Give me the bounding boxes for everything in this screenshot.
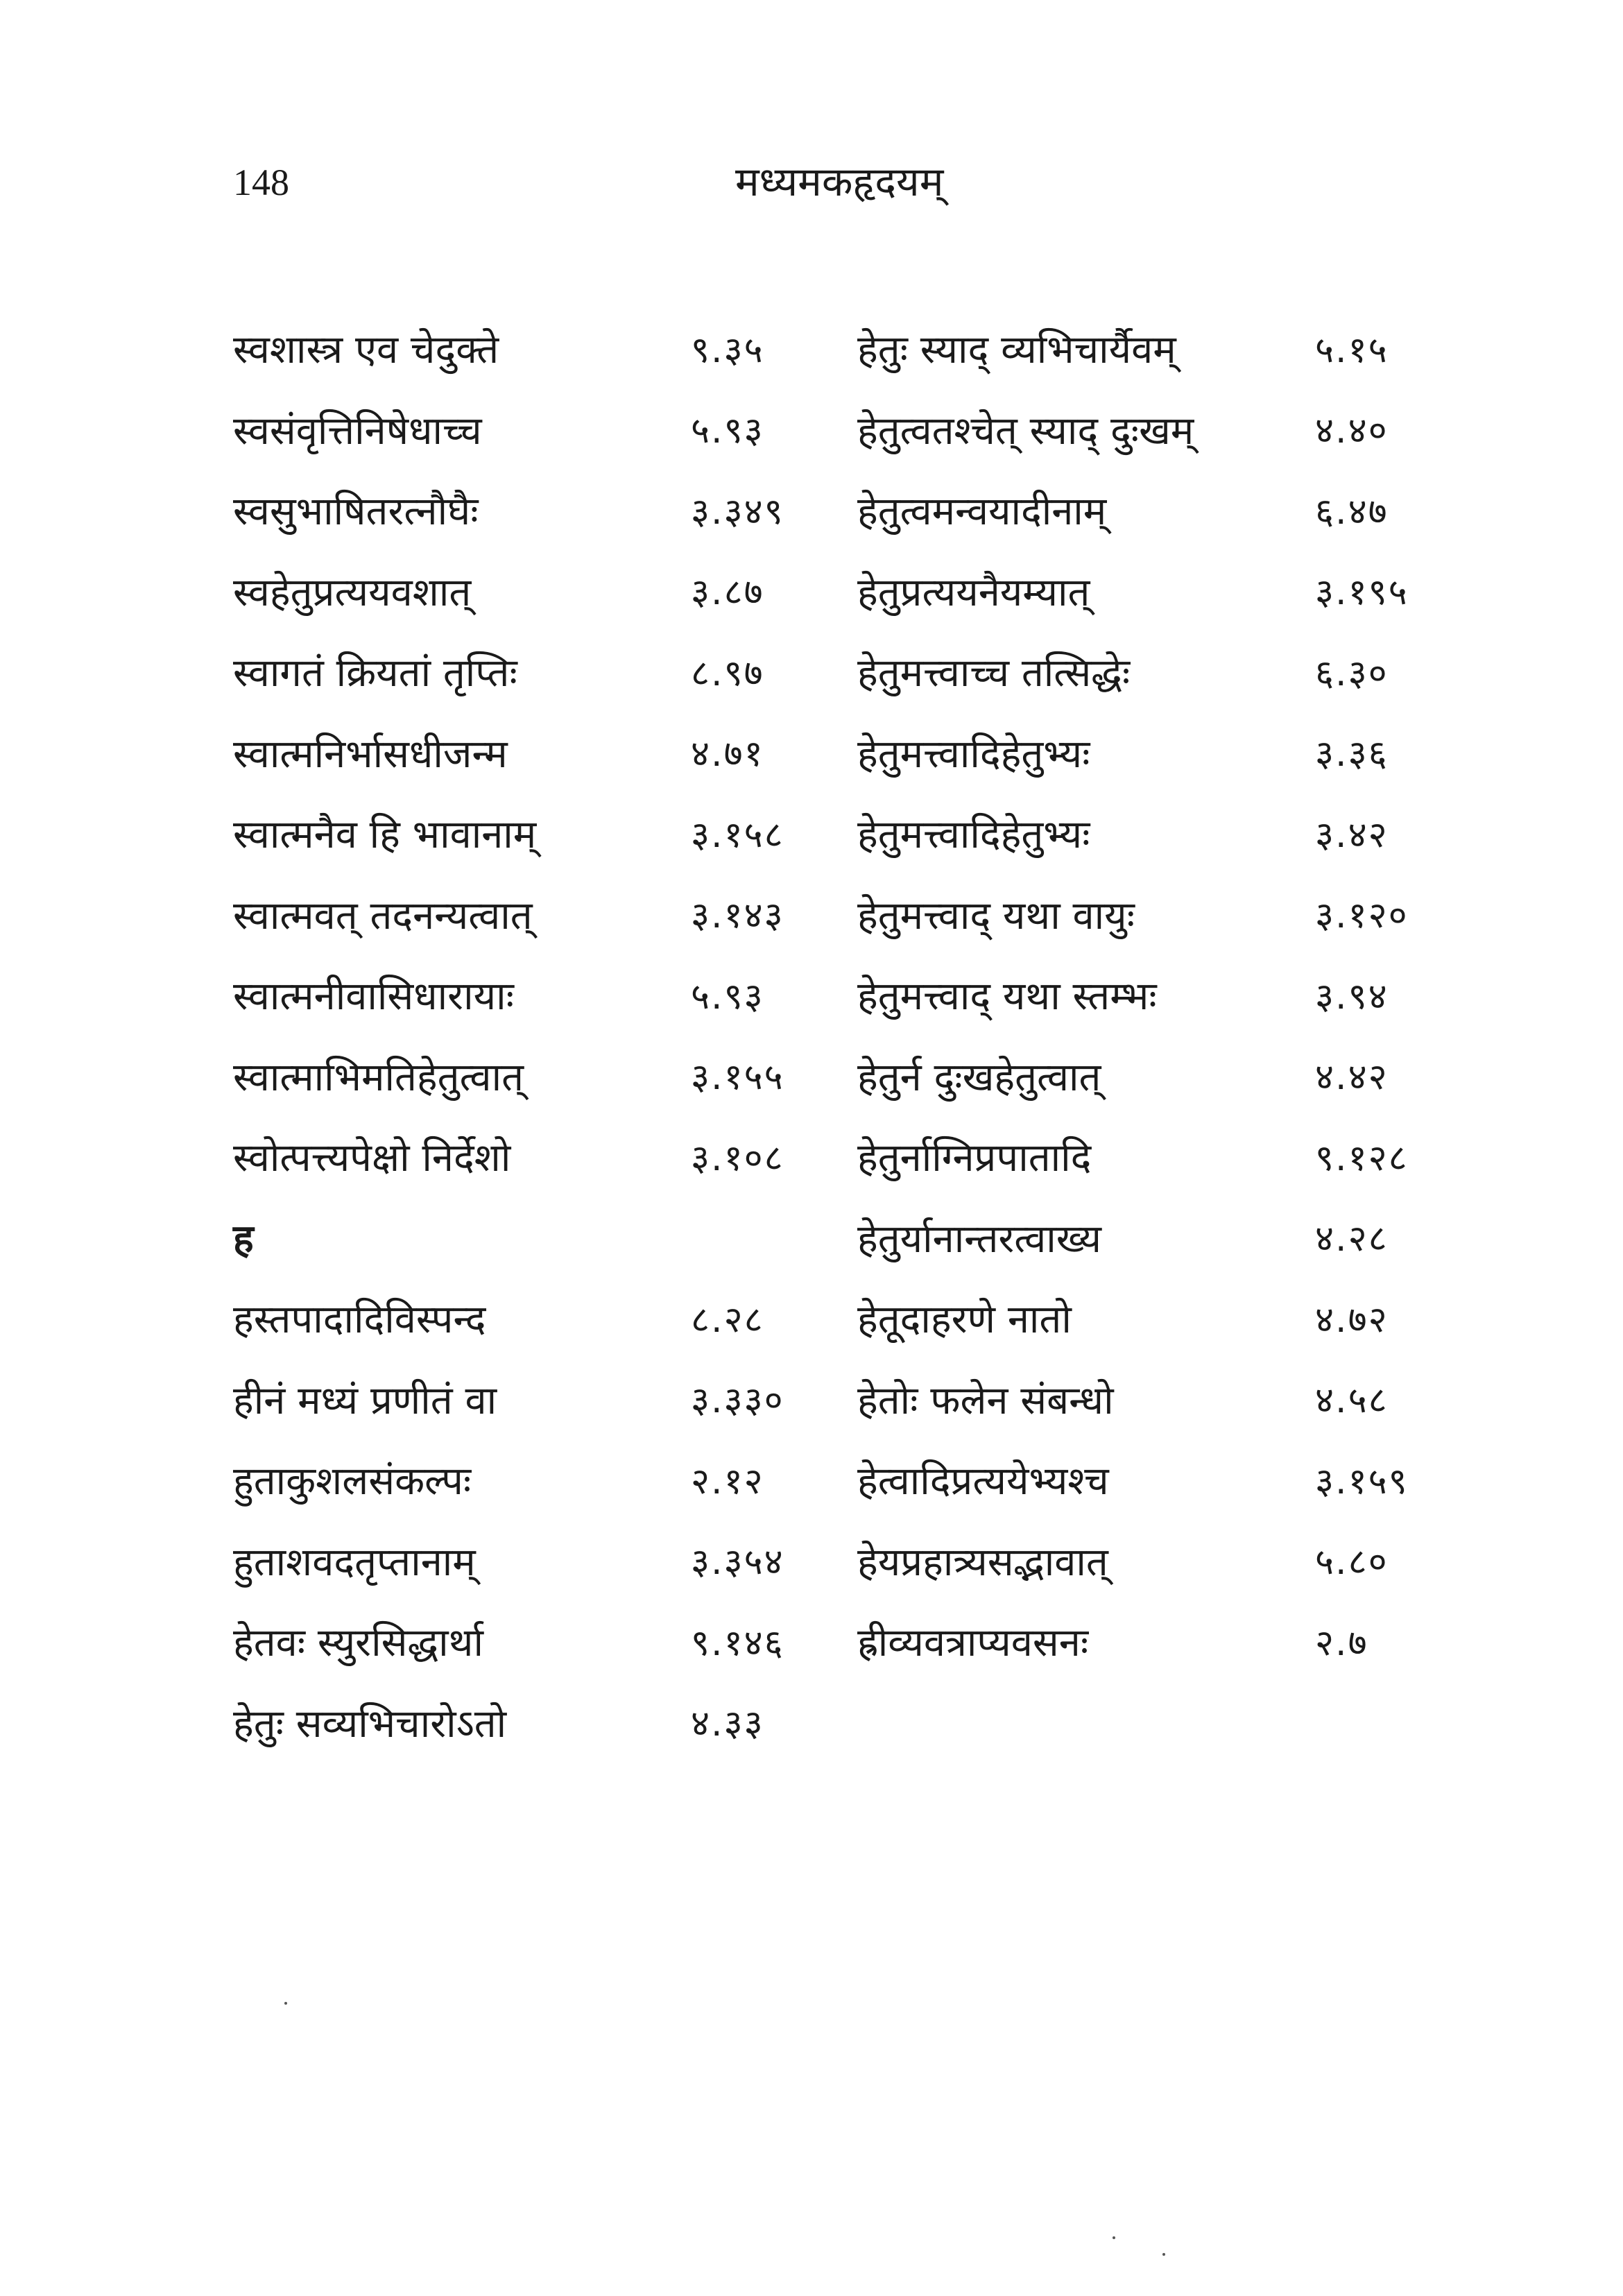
entry-term: स्वोत्पत्त्यपेक्षो निर्देशो	[233, 1136, 511, 1181]
index-entry	[857, 389, 1551, 470]
entry-term: हेतुमत्त्वादिहेतुभ्यः	[857, 812, 1090, 858]
index-entry	[233, 1359, 927, 1440]
index-entry	[857, 1197, 1551, 1278]
index-entry	[857, 1359, 1551, 1440]
index-entry	[233, 551, 927, 632]
index-entry	[233, 1682, 927, 1763]
entry-reference: ३.४२	[1315, 814, 1389, 856]
entry-term: हेतुर्नाग्निप्रपातादि	[857, 1136, 1092, 1181]
index-entry	[233, 389, 927, 470]
index-entry	[857, 1439, 1551, 1520]
entry-reference: ३.१५८	[691, 814, 784, 856]
index-entry	[857, 1601, 1551, 1682]
entry-reference: ३.३३०	[691, 1380, 784, 1422]
entry-term: हेतुप्रत्ययनैयम्यात्	[857, 569, 1090, 615]
entry-term: हेतुत्वतश्चेत् स्याद् दुःखम्	[857, 408, 1194, 454]
entry-reference: ३.९४	[1315, 975, 1389, 1018]
index-entry	[233, 1278, 927, 1359]
entry-term: स्वात्मनीवासिधारायाः	[233, 974, 514, 1020]
index-entry	[233, 712, 927, 794]
entry-term: स्वागतं क्रियतां तृप्तिः	[233, 651, 517, 696]
index-entry	[233, 874, 927, 955]
index-entry	[857, 1036, 1551, 1117]
entry-reference: २.१२	[691, 1460, 764, 1502]
entry-term: हेतुर्यानान्तरत्वाख्य	[857, 1216, 1102, 1262]
entry-term: स्वात्मनिर्भासधीजन्म	[233, 731, 508, 777]
entry-reference: ३.८७	[691, 572, 764, 614]
index-entry	[857, 712, 1551, 794]
index-entry	[233, 1601, 927, 1682]
scan-speck	[1162, 2253, 1165, 2256]
entry-term: हेतुत्वमन्वयादीनाम्	[857, 489, 1107, 535]
entry-reference: ६.४७	[1315, 490, 1389, 533]
entry-term: स्वसंवृत्तिनिषेधाच्च	[233, 408, 482, 454]
entry-term: स्वसुभाषितरत्नौघैः	[233, 489, 479, 535]
index-entry	[857, 1116, 1551, 1197]
entry-term: हीनं मध्यं प्रणीतं वा	[233, 1378, 497, 1423]
index-entry	[233, 1520, 927, 1602]
entry-reference: ४.३३	[691, 1703, 764, 1745]
section-letter: ह	[233, 1216, 254, 1262]
index-entry	[857, 631, 1551, 712]
section-letter-heading	[233, 1197, 927, 1278]
entry-term: हेतुः स्याद् व्यभिचार्यैवम्	[857, 327, 1176, 373]
entry-term: स्वशास्त्र एव चेदुक्ते	[233, 327, 499, 373]
entry-term: हस्तपादादिविस्पन्द	[233, 1297, 486, 1343]
entry-reference: ९.१२८	[1315, 1137, 1409, 1179]
entry-reference: ४.४०	[1315, 410, 1389, 452]
entry-reference: ३.१४३	[691, 895, 784, 937]
entry-reference: ३.३४९	[691, 490, 784, 533]
entry-reference: ५.९३	[691, 975, 764, 1018]
entry-term: हेतुमत्त्वाच्च तत्सिद्धेः	[857, 651, 1131, 696]
entry-reference: ९.३५	[691, 329, 764, 371]
entry-term: स्वात्माभिमतिहेतुत्वात्	[233, 1054, 524, 1100]
index-column-right	[857, 308, 1551, 1682]
index-entry	[233, 793, 927, 874]
index-column-left	[233, 308, 927, 1763]
index-entry	[857, 793, 1551, 874]
entry-term: हेतुमत्त्वाद् यथा स्तम्भः	[857, 974, 1157, 1020]
index-entry	[857, 1520, 1551, 1602]
entry-reference: ३.१२०	[1315, 895, 1409, 937]
entry-reference: ३.१५५	[691, 1056, 784, 1099]
index-entry	[233, 470, 927, 551]
entry-term: हुताकुशलसंकल्पः	[233, 1459, 472, 1505]
index-entry	[233, 631, 927, 712]
index-entry	[857, 874, 1551, 955]
index-entry	[857, 1278, 1551, 1359]
entry-term: हेतूदाहरणे नातो	[857, 1297, 1072, 1343]
entry-term: हेत्वादिप्रत्ययेभ्यश्च	[857, 1459, 1109, 1505]
entry-reference: ३.१९५	[1315, 572, 1409, 614]
index-entry	[857, 470, 1551, 551]
entry-term: हेतोः फलेन संबन्धो	[857, 1378, 1114, 1423]
index-entry	[233, 1439, 927, 1520]
entry-term: हेतुमत्त्वाद् यथा वायुः	[857, 893, 1135, 939]
entry-reference: ८.९७	[691, 652, 764, 694]
index-entry	[233, 954, 927, 1036]
index-entry	[857, 954, 1551, 1036]
entry-reference: ४.७१	[691, 733, 764, 776]
running-title: मध्यमकहृदयम्	[735, 158, 944, 205]
entry-reference: ८.२८	[691, 1299, 764, 1341]
entry-reference: ४.२८	[1315, 1218, 1389, 1260]
entry-term: स्वात्मनैव हि भावानाम्	[233, 812, 537, 858]
entry-term: हेतुः सव्यभिचारोऽतो	[233, 1701, 507, 1747]
entry-term: स्वहेतुप्रत्ययवशात्	[233, 569, 472, 615]
index-entry	[857, 308, 1551, 389]
entry-term: हेतुमत्त्वादिहेतुभ्यः	[857, 731, 1090, 777]
index-entry	[857, 551, 1551, 632]
entry-term: हेयप्रहात्र्यसद्भावात्	[857, 1539, 1108, 1585]
entry-term: स्वात्मवत् तदनन्यत्वात्	[233, 893, 533, 939]
entry-reference: ९.१४६	[691, 1622, 784, 1664]
entry-reference: ३.१०८	[691, 1137, 784, 1179]
entry-reference: ३.३५४	[691, 1541, 784, 1584]
entry-reference: ३.३६	[1315, 733, 1389, 776]
entry-term: ह्रीव्यवत्राप्यवसनः	[857, 1620, 1089, 1666]
entry-reference: ६.३०	[1315, 652, 1389, 694]
entry-term: हेतवः स्युरसिद्धार्था	[233, 1620, 483, 1666]
entry-reference: ४.७२	[1315, 1299, 1389, 1341]
entry-reference: २.७	[1315, 1622, 1368, 1664]
entry-reference: ४.५८	[1315, 1380, 1389, 1422]
entry-reference: ५.९३	[691, 410, 764, 452]
index-entry	[233, 308, 927, 389]
entry-term: हुताशवदतृप्तानाम्	[233, 1539, 476, 1585]
scan-speck	[284, 2002, 287, 2005]
entry-reference: ३.१५९	[1315, 1460, 1409, 1502]
index-entry	[233, 1036, 927, 1117]
entry-term: हेतुर्न दुःखहेतुत्वात्	[857, 1054, 1101, 1100]
entry-reference: ५.१५	[1315, 329, 1389, 371]
index-entry	[233, 1116, 927, 1197]
entry-reference: ४.४२	[1315, 1056, 1389, 1099]
page-number: 148	[233, 162, 289, 203]
scan-speck	[1113, 2236, 1115, 2239]
entry-reference: ५.८०	[1315, 1541, 1389, 1584]
